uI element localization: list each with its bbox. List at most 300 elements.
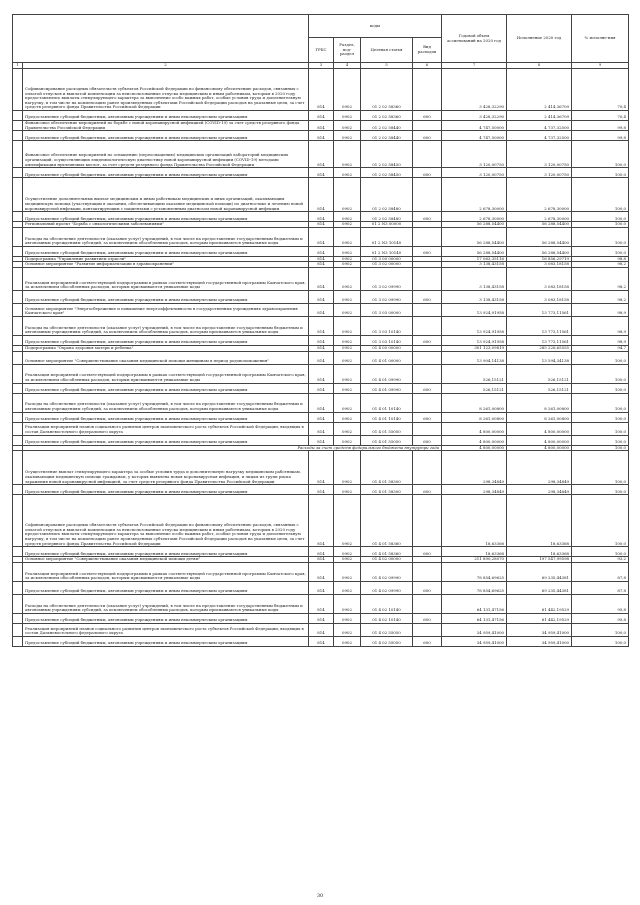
row-index-cell [13, 111, 23, 121]
row-annual: 13 924,91958 [442, 335, 507, 345]
row-name: Предоставление субсидий бюджетным, автономным учреждениям и иным некоммерческим организациям [23, 636, 309, 646]
row-executed: 69 235,44381 [507, 562, 572, 581]
row-index-cell [13, 316, 23, 335]
row-target: 01 2 02 58440 [361, 131, 413, 141]
row-name: Основное мероприятие "Совершенствование оказания медицинской помощи женщинам в период родовспоможения" [23, 351, 309, 364]
row-razdel: 0902 [334, 364, 361, 383]
row-percent: 98,2 [572, 290, 629, 303]
row-index-cell [13, 267, 23, 290]
row-annual: 4 747,50000 [442, 131, 507, 141]
row-grbs: 814 [309, 246, 334, 256]
row-name: Софинансирование расходных обязательств субъектов Российской Федерации по финансовому обеспечению расходов, связанных с оплатой отпусков и выплатой компенсации за неиспользованные отпуска медицинским и иным работникам, которым в 2020 году предоставлялись выплаты стимулирующего характера за выполнение особо важных работ, особые условия труда и дополнительную нагрузку, в том числе на компенсацию ранее произведенных субъектами Российской Федерации расходов на указанные цели, за счет средств резервного фонда Правительства Российской Федерации [23, 495, 309, 547]
row-target: 01 2 02 58440 [361, 121, 413, 131]
row-target: 01 3 02 09990 [361, 267, 413, 290]
header-grbs: ГРБС [309, 38, 334, 63]
row-name: Реализация мероприятий соответствующей подпрограммы в рамках соответствующей государственной программы Камчатского края, за исключением обособленных расходов, которым присваиваются уникальные коды [23, 267, 309, 290]
row-executed: 298,34849 [507, 451, 572, 485]
row-annual: 17 063,35116 [442, 256, 507, 262]
table-row [13, 316, 629, 335]
row-executed: 285 226,65555 [507, 345, 572, 351]
row-index-cell [13, 636, 23, 646]
row-executed: 3 120,00750 [507, 168, 572, 178]
table-row [13, 623, 629, 636]
row-percent: 98,2 [572, 267, 629, 290]
row-name: Осуществление дополнительных выплат медицинским и иным работникам медицинских и иных организаций, оказывающим медицинскую помощь (участвующим в оказании, обеспечивающим оказание медицинской помощи) по диагностике и лечению новой коронавирусной инфекции, контактирующим с пациентами с установленным диагнозом новой коронавирусной инфекции [23, 178, 309, 212]
row-grbs: 814 [309, 485, 334, 495]
row-razdel: 0902 [334, 412, 361, 422]
row-target: 01 2 N3 10140 [361, 227, 413, 246]
row-grbs: 814 [309, 227, 334, 246]
row-name: Реализация мероприятий планов социального развития центров экономического роста субъектов Российской Федерации, входящих в состав Дальневосточного федерального округа [23, 623, 309, 636]
row-grbs: 814 [309, 383, 334, 393]
row-target: 01 4 01 09990 [361, 383, 413, 393]
row-annual: 298,34849 [442, 451, 507, 485]
row-vid [413, 393, 442, 412]
row-name: Реализация мероприятий планов социального развития центров экономического роста субъектов Российской Федерации, входящих в состав Дальневосточного федерального округа [23, 422, 309, 435]
row-razdel: 0902 [334, 168, 361, 178]
row-name: Расходы на обеспечение деятельности (оказание услуг) учреждений, в том числе на предоставление государственным бюджетным и автономным учреждениям субсидий, за исключением обособленных расходов, которым присваиваются уникальные коды [23, 316, 309, 335]
row-executed: 4 737,32500 [507, 121, 572, 131]
row-razdel: 0902 [334, 222, 361, 228]
budget-table [12, 14, 629, 647]
row-target: 01 2 02 58360 [361, 69, 413, 111]
row-grbs: 814 [309, 303, 334, 316]
row-razdel: 0902 [334, 495, 361, 547]
row-annual: 4 800,00000 [442, 445, 507, 451]
row-grbs: 814 [309, 222, 334, 228]
row-name: Предоставление субсидий бюджетным, автономным учреждениям и иным некоммерческим организациям [23, 435, 309, 445]
row-annual: 211 890,28070 [442, 557, 507, 563]
row-grbs: 814 [309, 141, 334, 168]
row-percent: 100,0 [572, 383, 629, 393]
row-vid [413, 69, 442, 111]
table-row [13, 547, 629, 557]
row-annual: 56 288,54400 [442, 222, 507, 228]
row-executed: 18,63368 [507, 547, 572, 557]
row-name: Финансовое обеспечение мероприятий по оснащению (переоснащению) медицинских организаций лабораторий медицинских организаций, осуществляющих эпидемиологическую диагностику новой коронавирусной инфекции (COVID-19) методами амплификации нуклеиновых кислот, за счет средств резервного фонда Правительства Российской Федерации [23, 141, 309, 168]
row-annual: 2 678,30000 [442, 212, 507, 222]
row-target: 01 4 01 09990 [361, 364, 413, 383]
row-percent: 93,2 [572, 557, 629, 563]
row-percent: 100,0 [572, 227, 629, 246]
row-razdel: 0902 [334, 141, 361, 168]
row-vid [413, 451, 442, 485]
row-vid [413, 495, 442, 547]
row-name: Осуществление выплат стимулирующего характера за особые условия труда и дополнительную нагрузку медицинским работникам, оказывающим медицинскую помощь гражданам, у которых выявлена новая коронавирусная инфекция, и лицам из групп риска заражения новой коронавирусной инфекцией, за счет средств резервного фонда Правительства Российской Федерации [23, 451, 309, 485]
row-name: Региональный проект "Борьба с онкологическими заболеваниями" [23, 222, 309, 228]
row-razdel: 0902 [334, 111, 361, 121]
row-name: Предоставление субсидий бюджетным, автономным учреждениям и иным некоммерческим организациям [23, 613, 309, 623]
row-grbs: 814 [309, 345, 334, 351]
table-row [13, 495, 629, 547]
row-target: 01 4 01 58360 [361, 547, 413, 557]
row-razdel: 0902 [334, 121, 361, 131]
row-annual: 13 924,91958 [442, 316, 507, 335]
row-percent: 99,8 [572, 131, 629, 141]
row-percent: 100,0 [572, 451, 629, 485]
row-target: 01 4 02 00000 [361, 557, 413, 563]
row-grbs: 814 [309, 121, 334, 131]
row-percent: 100,0 [572, 547, 629, 557]
row-executed: 34 959,41000 [507, 636, 572, 646]
row-target: 01 4 01 55050 [361, 422, 413, 435]
row-annual: 64 131,47156 [442, 594, 507, 613]
row-executed: 4 800,00000 [507, 422, 572, 435]
row-target: 01 3 00 00000 [361, 256, 413, 262]
row-target: 01 4 00 00000 [361, 345, 413, 351]
row-name: Предоставление субсидий бюджетным, автономным учреждениям и иным некоммерческим организациям [23, 581, 309, 594]
row-index-cell [13, 451, 23, 485]
row-vid [413, 594, 442, 613]
row-target: 01 4 01 55050 [361, 435, 413, 445]
table-row [13, 383, 629, 393]
row-razdel: 0902 [334, 345, 361, 351]
row-executed: 3 083,18158 [507, 267, 572, 290]
row-annual: 3 120,00750 [442, 141, 507, 168]
table-row [13, 290, 629, 303]
row-annual: 64 131,47156 [442, 613, 507, 623]
row-razdel: 0902 [334, 547, 361, 557]
row-target: 01 4 02 55050 [361, 636, 413, 646]
row-executed: 8 261,00800 [507, 393, 572, 412]
row-executed: 13 773,11561 [507, 335, 572, 345]
row-razdel: 0902 [334, 316, 361, 335]
row-executed: 16 856,29719 [507, 256, 572, 262]
row-name: Подпрограмма "Управление развитием отрасли" [23, 256, 309, 262]
row-percent: 95,8 [572, 594, 629, 613]
row-vid: 600 [413, 111, 442, 121]
table-row [13, 227, 629, 246]
row-annual: 4 800,00000 [442, 422, 507, 435]
table-row [13, 246, 629, 256]
row-name: Предоставление субсидий бюджетным, автономным учреждениям и иным некоммерческим организациям [23, 383, 309, 393]
row-vid [413, 267, 442, 290]
row-target: 01 4 01 00000 [361, 351, 413, 364]
row-grbs: 814 [309, 364, 334, 383]
col-num: 3 [309, 63, 334, 69]
row-grbs: 814 [309, 131, 334, 141]
table-row [13, 111, 629, 121]
row-executed: 34 959,41000 [507, 623, 572, 636]
row-annual: 3 138,43158 [442, 262, 507, 268]
row-vid: 600 [413, 246, 442, 256]
row-vid [413, 364, 442, 383]
row-executed: 2 678,30000 [507, 178, 572, 212]
row-target: 01 2 02 58480 [361, 178, 413, 212]
row-name: Предоставление субсидий бюджетным, автономным учреждениям и иным некоммерческим организациям [23, 131, 309, 141]
row-razdel: 0902 [334, 267, 361, 290]
row-vid: 600 [413, 168, 442, 178]
row-percent: 98,2 [572, 262, 629, 268]
row-name: Предоставление субсидий бюджетным, автономным учреждениям и иным некоммерческим организациям [23, 485, 309, 495]
row-target: 01 4 01 58360 [361, 495, 413, 547]
row-razdel: 0902 [334, 636, 361, 646]
row-vid [413, 227, 442, 246]
row-percent: 95,8 [572, 613, 629, 623]
row-vid: 600 [413, 131, 442, 141]
row-razdel: 0902 [334, 581, 361, 594]
row-name: Подпрограмма "Охрана здоровья матери и ребенка" [23, 345, 309, 351]
row-grbs: 814 [309, 451, 334, 485]
row-grbs: 814 [309, 262, 334, 268]
row-index-cell [13, 393, 23, 412]
row-vid [413, 562, 442, 581]
row-grbs: 814 [309, 623, 334, 636]
row-percent: 100,0 [572, 168, 629, 178]
row-vid [413, 316, 442, 335]
row-razdel: 0902 [334, 557, 361, 563]
row-executed: 4 800,00000 [507, 445, 572, 451]
row-vid: 600 [413, 412, 442, 422]
row-annual: 56 288,54400 [442, 246, 507, 256]
row-razdel: 0902 [334, 613, 361, 623]
row-razdel: 0902 [334, 562, 361, 581]
row-annual: 3 428,32290 [442, 111, 507, 121]
row-executed: 2 414,36709 [507, 111, 572, 121]
row-annual: 526,15121 [442, 383, 507, 393]
row-target: 01 4 02 10140 [361, 613, 413, 623]
row-name: Предоставление субсидий бюджетным, автономным учреждениям и иным некоммерческим организациям [23, 212, 309, 222]
row-target: 01 4 02 09990 [361, 581, 413, 594]
row-target: 01 4 02 09990 [361, 562, 413, 581]
row-annual: 298,34849 [442, 485, 507, 495]
row-razdel: 0902 [334, 178, 361, 212]
row-index-cell [13, 168, 23, 178]
row-target: 01 3 03 10140 [361, 316, 413, 335]
row-annual: 3 428,32290 [442, 69, 507, 111]
table-row [13, 212, 629, 222]
row-vid: 600 [413, 335, 442, 345]
row-target: 01 4 01 58300 [361, 485, 413, 495]
row-percent: 70,4 [572, 69, 629, 111]
row-razdel: 0902 [334, 69, 361, 111]
row-index-cell [13, 623, 23, 636]
row-name: Основное мероприятие "Развитие информатизации в здравоохранении" [23, 262, 309, 268]
row-executed: 8 261,00800 [507, 412, 572, 422]
table-row [13, 267, 629, 290]
row-grbs: 814 [309, 393, 334, 412]
table-row [13, 562, 629, 581]
row-vid: 600 [413, 435, 442, 445]
row-vid: 600 [413, 636, 442, 646]
row-target: 01 3 02 09990 [361, 290, 413, 303]
table-row [13, 412, 629, 422]
row-grbs: 814 [309, 316, 334, 335]
row-percent: 100,0 [572, 485, 629, 495]
row-vid: 600 [413, 290, 442, 303]
row-razdel: 0902 [334, 383, 361, 393]
row-index-cell [13, 290, 23, 303]
row-annual: 526,15121 [442, 364, 507, 383]
row-target: 01 4 01 58300 [361, 451, 413, 485]
row-grbs: 814 [309, 111, 334, 121]
table-row [13, 451, 629, 485]
header-name [13, 15, 309, 63]
header-razdel: Раздел, под-раздел [334, 38, 361, 63]
row-executed: 18,63368 [507, 495, 572, 547]
row-index-cell [13, 383, 23, 393]
row-executed: 13 594,34138 [507, 351, 572, 364]
row-index-cell [13, 335, 23, 345]
row-razdel: 0902 [334, 212, 361, 222]
row-percent: 100,0 [572, 178, 629, 212]
col-num: 8 [507, 63, 572, 69]
row-target: 01 4 02 10140 [361, 594, 413, 613]
row-index-cell [13, 69, 23, 111]
row-vid: 600 [413, 547, 442, 557]
row-vid [413, 351, 442, 364]
row-annual: 18,63368 [442, 547, 507, 557]
row-razdel: 0902 [334, 290, 361, 303]
row-name: Реализация мероприятий соответствующей подпрограммы в рамках соответствующей государственной программы Камчатского края, за исключением обособленных расходов, которым присваиваются уникальные коды [23, 562, 309, 581]
table-row [13, 435, 629, 445]
row-grbs: 814 [309, 256, 334, 262]
row-index-cell [13, 227, 23, 246]
row-index-cell [13, 495, 23, 547]
row-index-cell [13, 212, 23, 222]
row-executed: 2 414,36709 [507, 69, 572, 111]
row-target: 01 2 N3 00000 [361, 222, 413, 228]
table-row [13, 303, 629, 316]
row-percent: 94,7 [572, 345, 629, 351]
row-executed: 3 083,18158 [507, 290, 572, 303]
row-name: Предоставление субсидий бюджетным, автономным учреждениям и иным некоммерческим организациям [23, 246, 309, 256]
row-vid: 600 [413, 485, 442, 495]
row-name: Реализация мероприятий соответствующей подпрограммы в рамках соответствующей государственной программы Камчатского края, за исключением обособленных расходов, которым присваиваются уникальные коды [23, 364, 309, 383]
row-annual: 13 924,91958 [442, 303, 507, 316]
row-name: Финансовое обеспечение мероприятий по борьбе с новой коронавирусной инфекцией (COVID-19) за счет средств резервного фонда Правительства Российской Федерации [23, 121, 309, 131]
row-grbs: 814 [309, 412, 334, 422]
row-grbs: 814 [309, 636, 334, 646]
row-percent: 100,0 [572, 623, 629, 636]
row-percent: 100,0 [572, 445, 629, 451]
row-executed: 526,15121 [507, 383, 572, 393]
row-annual: 2 678,30000 [442, 178, 507, 212]
table-row [13, 364, 629, 383]
row-percent: 99,8 [572, 121, 629, 131]
row-percent: 100,0 [572, 495, 629, 547]
row-executed: 3 120,00750 [507, 141, 572, 168]
header-executed: Исполнение 2020 год [507, 15, 572, 63]
table-row [13, 178, 629, 212]
row-annual: 301 123,09819 [442, 345, 507, 351]
row-target: 01 3 03 00000 [361, 303, 413, 316]
row-executed: 56 288,54400 [507, 227, 572, 246]
row-index-cell [13, 141, 23, 168]
row-razdel: 0902 [334, 393, 361, 412]
row-target: 01 2 N3 10140 [361, 246, 413, 256]
col-num: 5 [361, 63, 413, 69]
row-executed: 56 288,54400 [507, 246, 572, 256]
row-razdel: 0902 [334, 485, 361, 495]
row-executed: 4 737,32500 [507, 131, 572, 141]
row-vid [413, 121, 442, 131]
row-index-cell [13, 351, 23, 364]
row-percent: 70,4 [572, 111, 629, 121]
row-vid: 600 [413, 613, 442, 623]
row-name: Основное мероприятие "Энергосбережение и повышение энергоэффективности в государственных учреждениях здравоохранения Камчатского края" [23, 303, 309, 316]
row-annual: 3 138,43158 [442, 267, 507, 290]
row-executed: 2 678,30000 [507, 212, 572, 222]
row-percent: 98,8 [572, 256, 629, 262]
row-annual: 8 261,00800 [442, 412, 507, 422]
row-grbs: 814 [309, 422, 334, 435]
row-grbs: 814 [309, 69, 334, 111]
row-index-cell [13, 594, 23, 613]
row-vid [413, 623, 442, 636]
row-grbs: 814 [309, 267, 334, 290]
row-index-cell [13, 131, 23, 141]
row-percent: 100,0 [572, 393, 629, 412]
row-index-cell [13, 412, 23, 422]
row-annual: 56 288,54400 [442, 227, 507, 246]
row-annual: 4 800,00000 [442, 435, 507, 445]
row-vid [413, 303, 442, 316]
row-index-cell [13, 303, 23, 316]
table-body [13, 69, 629, 647]
row-target: 01 2 02 58450 [361, 168, 413, 178]
row-razdel: 0902 [334, 131, 361, 141]
row-executed: 69 235,44381 [507, 581, 572, 594]
row-index-cell [13, 581, 23, 594]
row-grbs: 814 [309, 557, 334, 563]
col-num: 7 [442, 63, 507, 69]
row-target: 01 4 01 10140 [361, 393, 413, 412]
row-name: Предоставление субсидий бюджетным, автономным учреждениям и иным некоммерческим организациям [23, 335, 309, 345]
row-percent: 100,0 [572, 422, 629, 435]
row-target: 01 2 02 58450 [361, 141, 413, 168]
row-razdel: 0902 [334, 435, 361, 445]
row-name: Предоставление субсидий бюджетным, автономным учреждениям и иным некоммерческим организациям [23, 290, 309, 303]
row-executed: 4 800,00000 [507, 435, 572, 445]
row-annual: 18,63368 [442, 495, 507, 547]
row-annual: 34 959,41000 [442, 636, 507, 646]
table-row [13, 393, 629, 412]
row-percent: 98,9 [572, 303, 629, 316]
row-grbs: 814 [309, 562, 334, 581]
row-grbs: 814 [309, 613, 334, 623]
row-annual: 34 959,41000 [442, 623, 507, 636]
header-vid: Вид расходов [413, 38, 442, 63]
col-num: 6 [413, 63, 442, 69]
row-percent: 87,8 [572, 562, 629, 581]
row-percent: 100,0 [572, 222, 629, 228]
row-razdel: 0902 [334, 256, 361, 262]
col-num: 4 [334, 63, 361, 69]
row-index-cell [13, 547, 23, 557]
row-target: 01 4 02 55050 [361, 623, 413, 636]
page-number: 30 [316, 893, 324, 899]
row-executed: 298,34849 [507, 485, 572, 495]
row-index-cell [13, 178, 23, 212]
table-row [13, 485, 629, 495]
row-index-cell [13, 422, 23, 435]
row-razdel: 0902 [334, 422, 361, 435]
row-percent: 100,0 [572, 435, 629, 445]
table-row [13, 131, 629, 141]
table-row [13, 422, 629, 435]
row-razdel: 0902 [334, 303, 361, 316]
row-percent: 100,0 [572, 412, 629, 422]
row-grbs: 814 [309, 435, 334, 445]
col-num: 2 [23, 63, 309, 69]
row-razdel: 0902 [334, 623, 361, 636]
row-percent: 100,0 [572, 141, 629, 168]
table-row [13, 121, 629, 131]
header-target: Целевая статья [361, 38, 413, 63]
row-executed: 61 442,19529 [507, 613, 572, 623]
row-executed: 526,15121 [507, 364, 572, 383]
